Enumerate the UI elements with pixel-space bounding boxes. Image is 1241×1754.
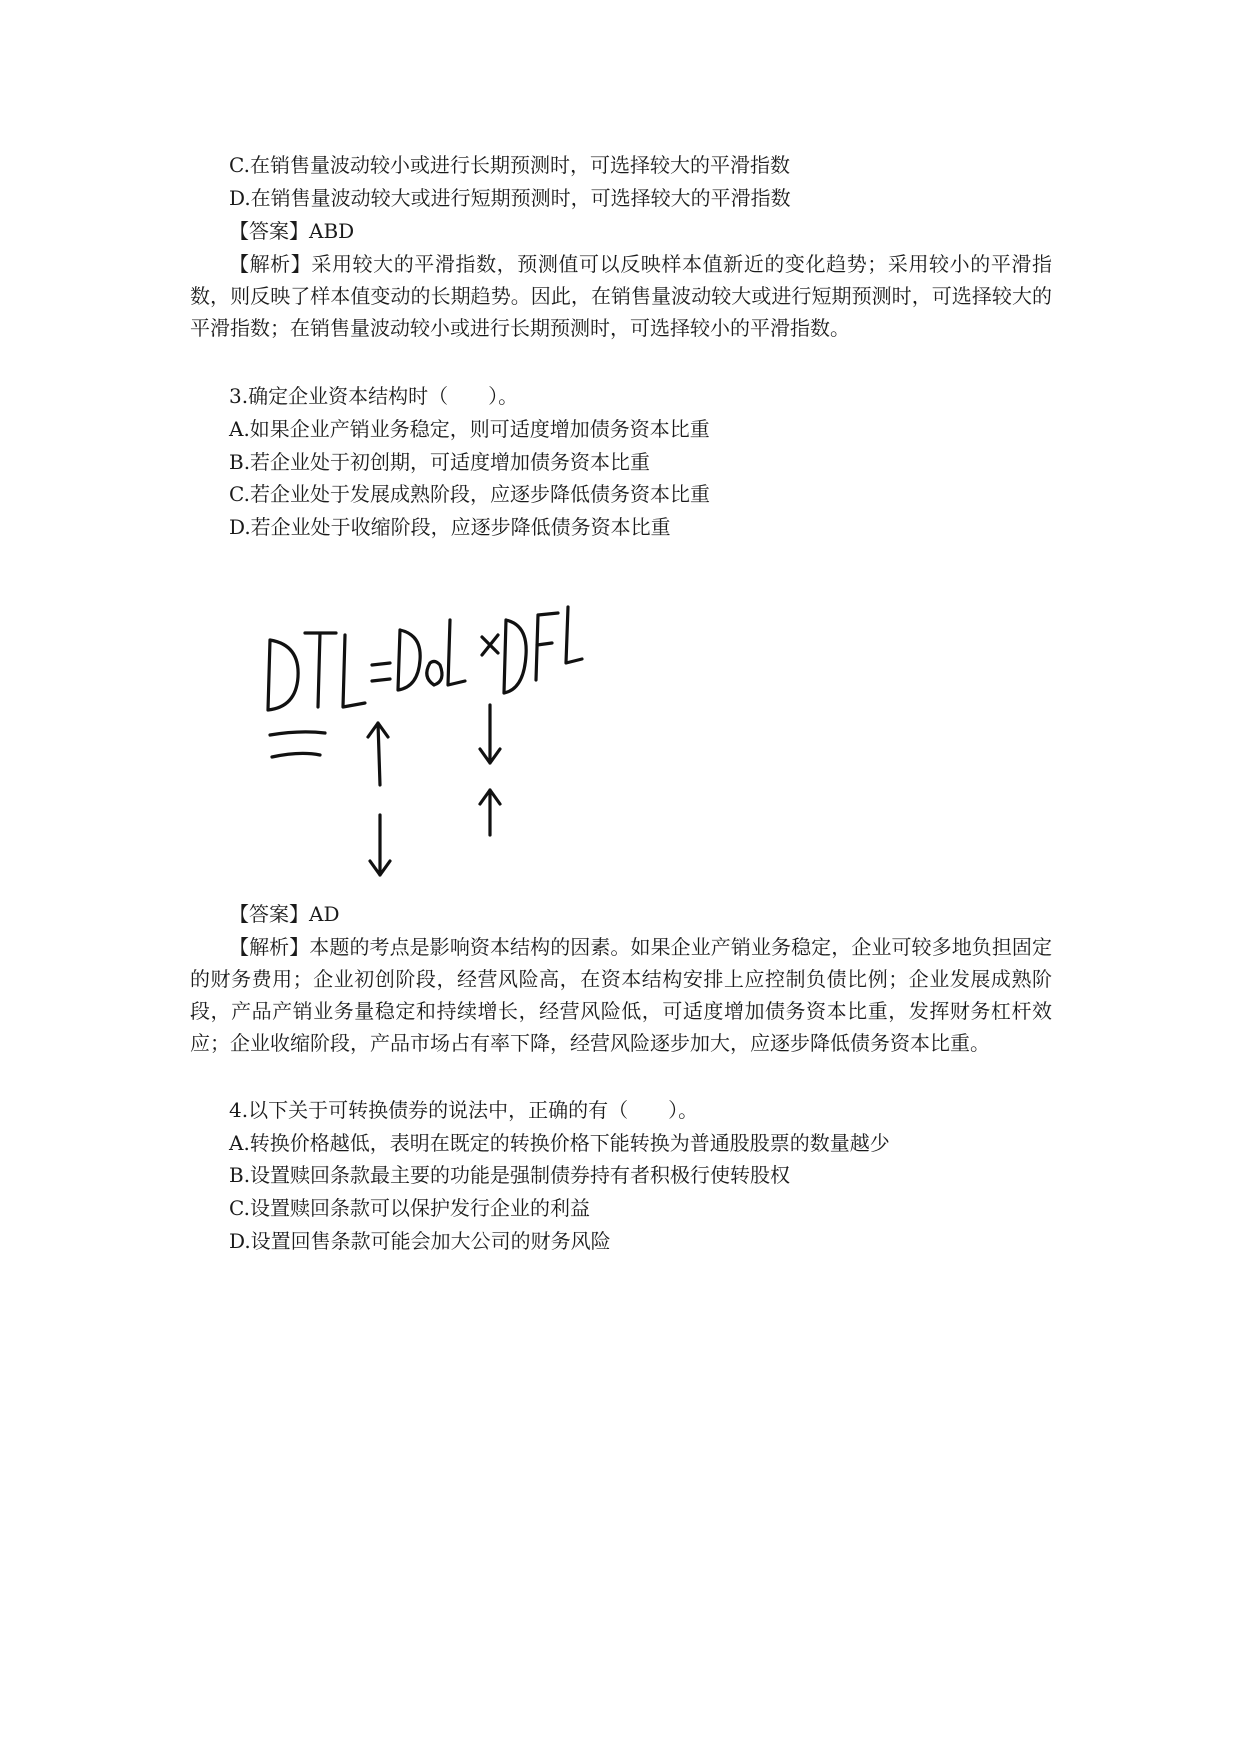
q2-answer: 【答案】ABD — [229, 219, 355, 243]
handwritten-formula-sketch — [250, 585, 610, 885]
q4-option-a: A.转换价格越低，表明在既定的转换价格下能转换为普通股股票的数量越少 — [229, 1131, 890, 1155]
q4-option-b: B.设置赎回条款最主要的功能是强制债券持有者积极行使转股权 — [229, 1163, 791, 1187]
q3-answer: 【答案】AD — [229, 902, 340, 926]
q3-option-b: B.若企业处于初创期，可适度增加债务资本比重 — [229, 450, 651, 474]
q3-option-a: A.如果企业产销业务稳定，则可适度增加债务资本比重 — [229, 417, 710, 441]
q3-stem: 3.确定企业资本结构时（ ）。 — [229, 384, 519, 408]
q2-option-d: D.在销售量波动较大或进行短期预测时，可选择较大的平滑指数 — [229, 186, 791, 210]
q3-option-d: D.若企业处于收缩阶段，应逐步降低债务资本比重 — [229, 515, 671, 539]
q4-stem: 4.以下关于可转换债券的说法中，正确的有（ ）。 — [229, 1098, 699, 1122]
q3-option-c: C.若企业处于发展成熟阶段，应逐步降低债务资本比重 — [229, 482, 710, 506]
q4-option-c: C.设置赎回条款可以保护发行企业的利益 — [229, 1196, 590, 1220]
q2-option-c: C.在销售量波动较小或进行长期预测时，可选择较大的平滑指数 — [229, 153, 790, 177]
q3-analysis: 【解析】本题的考点是影响资本结构的因素。如果企业产销业务稳定，企业可较多地负担固定的财务费用；企业初创阶段，经营风险高，在资本结构安排上应控制负债比例；企业发展成熟阶段，产品产销业务量稳定和持续增长，经营风险低，可适度增加债务资本比重，发挥财务杠杆效应；企业收缩阶段，产品市场占有率下降，经营风险逐步加大，应逐步降低债务资本比重。 — [190, 935, 1052, 1055]
q4-option-d: D.设置回售条款可能会加大公司的财务风险 — [229, 1229, 611, 1253]
q2-analysis: 【解析】采用较大的平滑指数，预测值可以反映样本值新近的变化趋势；采用较小的平滑指数，则反映了样本值变动的长期趋势。因此，在销售量波动较大或进行短期预测时，可选择较大的平滑指数；在销售量波动较小或进行长期预测时，可选择较小的平滑指数。 — [190, 252, 1052, 340]
